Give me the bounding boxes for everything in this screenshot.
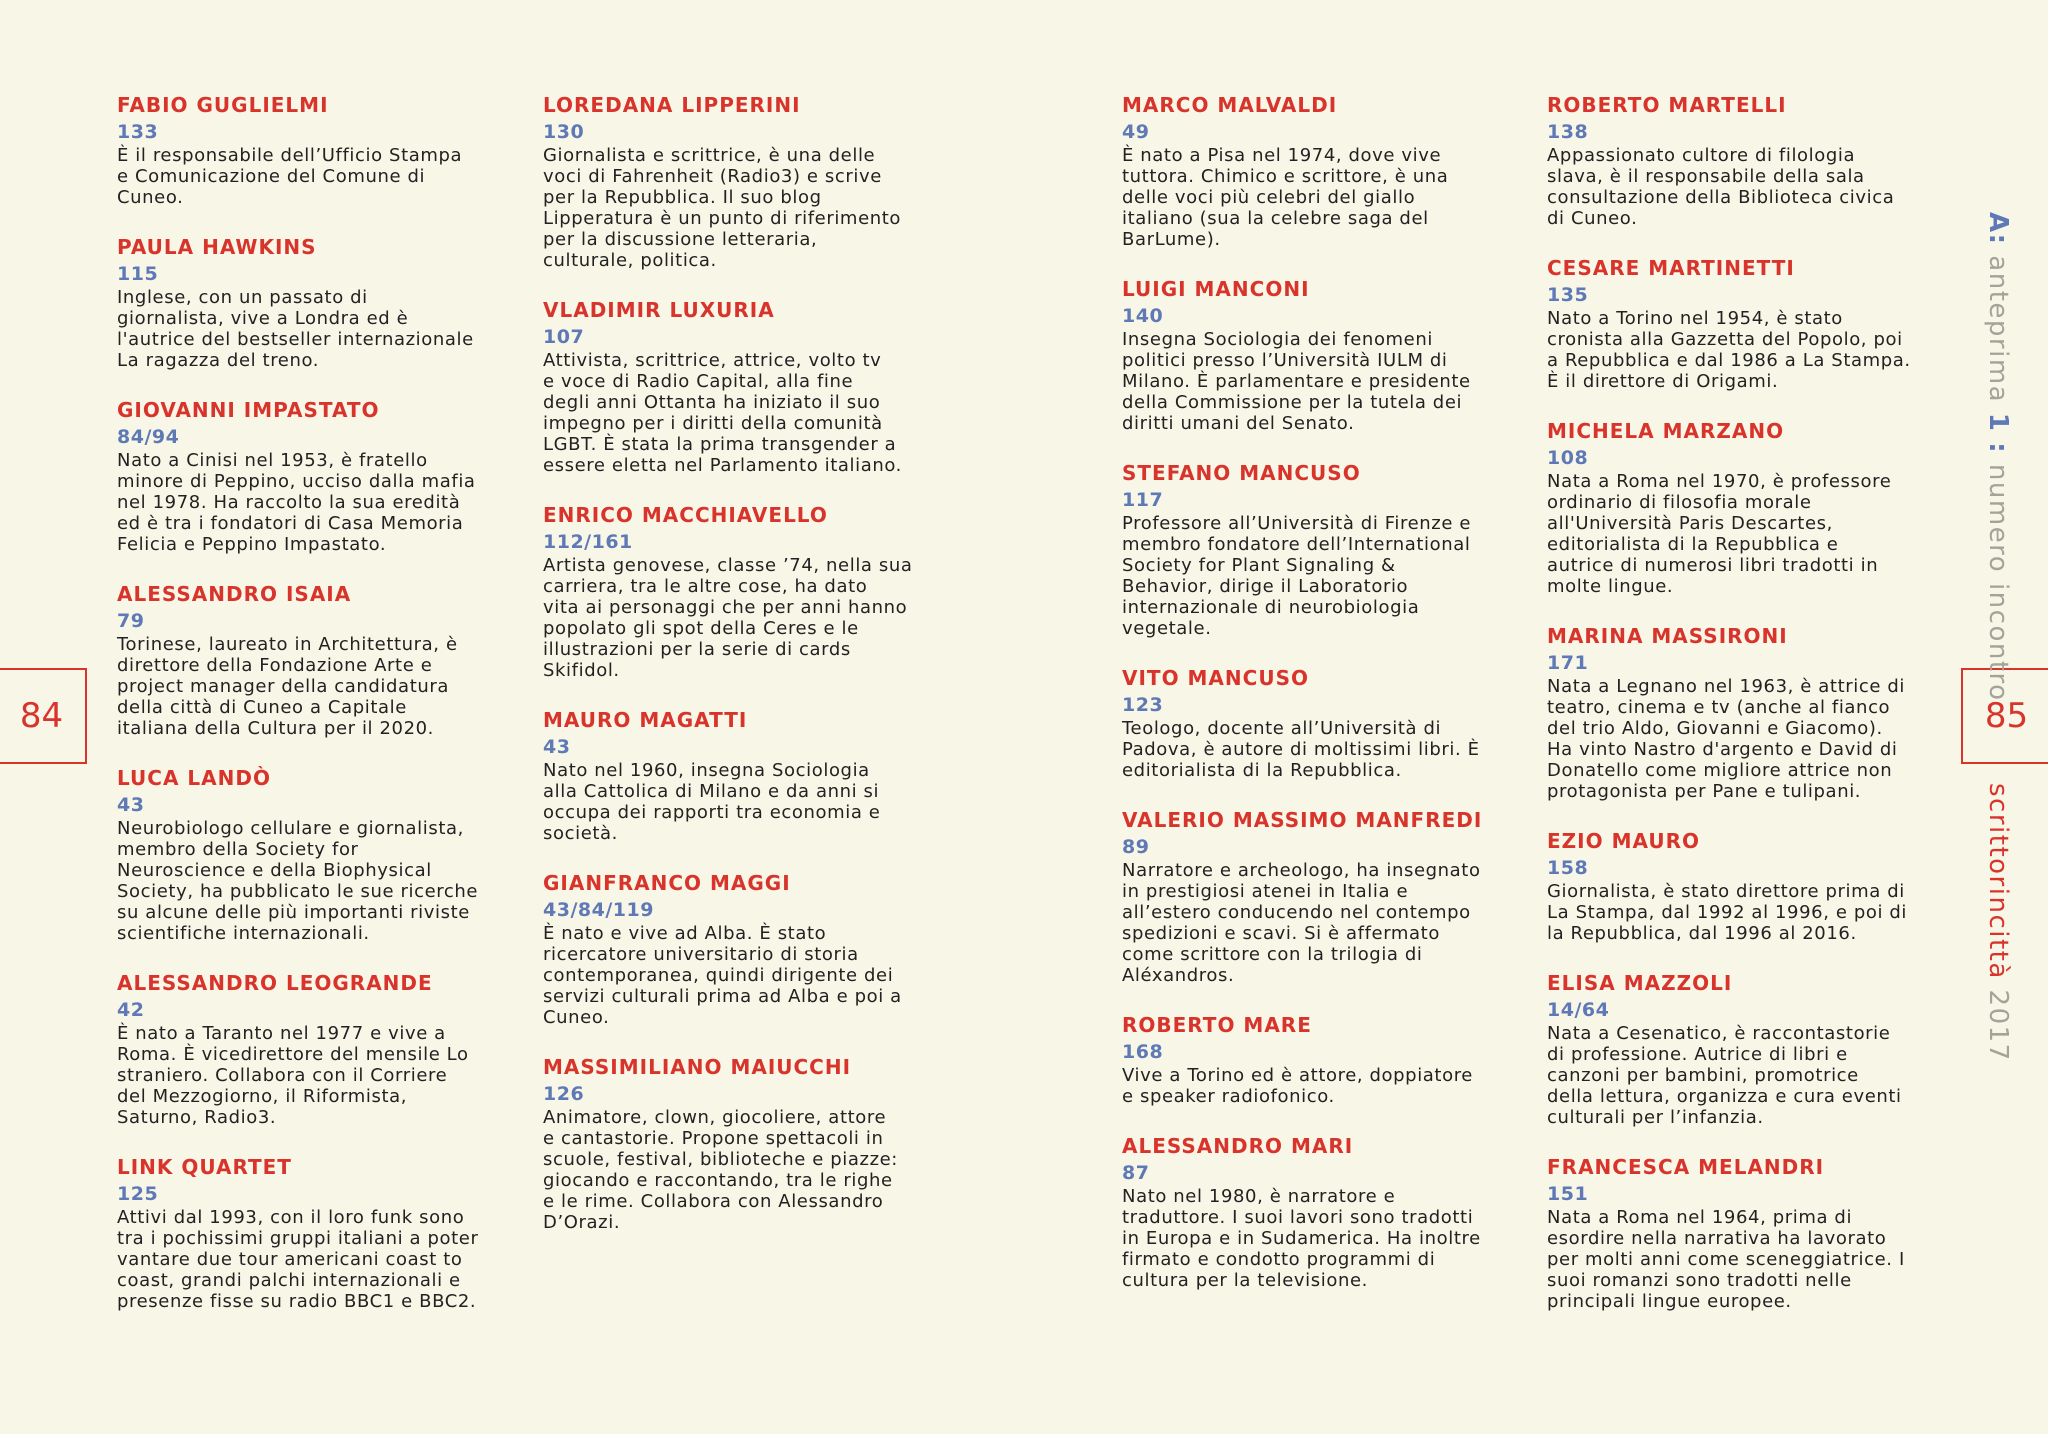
author-name: ALESSANDRO MARI <box>1122 1134 1354 1158</box>
author-name: LINK QUARTET <box>117 1155 292 1179</box>
author-pages: 87 <box>1122 1162 1150 1184</box>
author-pages: 130 <box>543 121 585 143</box>
author-entry <box>1122 1133 1517 1291</box>
author-entry <box>1547 92 1942 229</box>
author-bio: Nato a Torino nel 1954, è stato cronista alla Gazzetta del Popolo, poi a Repubblica e dal 1986 a La Stampa. È il direttore di Origami. <box>1547 308 1911 392</box>
author-name: MASSIMILIANO MAIUCCHI <box>543 1055 852 1079</box>
author-pages: 14/64 <box>1547 999 1610 1021</box>
author-pages: 135 <box>1547 284 1589 306</box>
author-name: ALESSANDRO LEOGRANDE <box>117 971 433 995</box>
author-entry <box>117 92 512 208</box>
author-entry <box>543 1054 938 1233</box>
author-name: ELISA MAZZOLI <box>1547 971 1733 995</box>
section-separator-2: : <box>1983 442 2013 455</box>
column-3 <box>1122 92 1517 1317</box>
author-bio: Appassionato cultore di filologia slava, è il responsabile della sala consultazione della Biblioteca civica di Cuneo. <box>1547 145 1895 229</box>
author-pages: 112/161 <box>543 531 633 553</box>
author-entry <box>543 870 938 1028</box>
author-pages: 43 <box>117 794 145 816</box>
author-name: ROBERTO MARE <box>1122 1013 1312 1037</box>
author-bio: Attivista, scrittrice, attrice, volto tv e voce di Radio Capital, alla fine degli anni Ottanta ha iniziato il suo impegno per i diritti della comunità LGBT. È stata la prima transgender a essere eletta nel Parlamento italiano. <box>543 350 902 476</box>
author-name: FRANCESCA MELANDRI <box>1547 1155 1825 1179</box>
author-entry <box>543 297 938 476</box>
author-pages: 133 <box>117 121 159 143</box>
section-subtitle: numero incontro <box>1983 463 2013 702</box>
author-name: ENRICO MACCHIAVELLO <box>543 503 828 527</box>
author-name: MAURO MAGATTI <box>543 708 748 732</box>
author-bio: Giornalista e scrittrice, è una delle voci di Fahrenheit (Radio3) e scrive per la Repubblica. Il suo blog Lipperatura è un punto di riferimento per la discussione letteraria, culturale, politica. <box>543 145 902 271</box>
author-bio: Nata a Roma nel 1970, è professore ordinario di filosofia morale all'Università Paris Descartes, editorialista di la Repubblica e autrice di numerosi libri tradotti in molte lingue. <box>1547 471 1892 597</box>
author-bio: È il responsabile dell’Ufficio Stampa e Comunicazione del Comune di Cuneo. <box>117 145 463 208</box>
author-bio: Insegna Sociologia dei fenomeni politici presso l’Università IULM di Milano. È parlamentare e presidente della Commissione per la tutela dei diritti umani del Senato. <box>1122 329 1471 434</box>
author-bio: Torinese, laureato in Architettura, è direttore della Fondazione Arte e project manager della candidatura della città di Cuneo a Capitale italiana della Cultura per il 2020. <box>117 634 458 739</box>
section-prefix: A <box>1983 212 2013 234</box>
author-bio: È nato a Pisa nel 1974, dove vive tuttora. Chimico e scrittore, è una delle voci più celebri del giallo italiano (sua la celebre saga del BarLume). <box>1122 145 1449 250</box>
author-pages: 49 <box>1122 121 1150 143</box>
author-bio: Nato nel 1980, è narratore e traduttore. I suoi lavori sono tradotti in Europa e in Sudamerica. Ha inoltre firmato e condotto programmi di cultura per la televisione. <box>1122 1186 1481 1291</box>
section-word: anteprima <box>1983 255 2013 404</box>
author-bio: Narratore e archeologo, ha insegnato in prestigiosi atenei in Italia e all’estero conducendo nel contempo spedizioni e scavi. Si è affermato come scrittore con la trilogia di Aléxandros. <box>1122 860 1481 986</box>
author-bio: Giornalista, è stato direttore prima di La Stampa, dal 1992 al 1996, e poi di la Repubblica, dal 1996 al 2016. <box>1547 881 1908 944</box>
author-entry <box>1122 276 1517 434</box>
author-name: VITO MANCUSO <box>1122 666 1309 690</box>
author-entry <box>117 970 512 1128</box>
author-bio: Vive a Torino ed è attore, doppiatore e speaker radiofonico. <box>1122 1065 1473 1107</box>
author-pages: 140 <box>1122 305 1164 327</box>
festival-name: scrittorincittà <box>1983 783 2013 980</box>
author-entry <box>117 765 512 944</box>
column-4 <box>1547 92 1942 1338</box>
author-pages: 151 <box>1547 1183 1589 1205</box>
author-name: FABIO GUGLIELMI <box>117 93 329 117</box>
author-entry <box>1547 418 1942 597</box>
author-name: MARINA MASSIRONI <box>1547 624 1788 648</box>
author-entry <box>543 502 938 681</box>
column-1 <box>117 92 512 1338</box>
author-entry <box>543 707 938 844</box>
author-pages: 43/84/119 <box>543 899 654 921</box>
section-separator: : <box>1983 233 2013 246</box>
author-bio: Nata a Cesenatico, è raccontastorie di professione. Autrice di libri e canzoni per bambini, promotrice della lettura, organizza e cura eventi culturali per l’infanzia. <box>1547 1023 1902 1128</box>
author-name: VLADIMIR LUXURIA <box>543 298 775 322</box>
author-entry <box>543 92 938 271</box>
author-bio: Nato nel 1960, insegna Sociologia alla Cattolica di Milano e da anni si occupa dei rapporti tra economia e società. <box>543 760 881 844</box>
author-bio: Teologo, docente all’Università di Padova, è autore di moltissimi libri. È editorialista di la Repubblica. <box>1122 718 1480 781</box>
author-name: LUIGI MANCONI <box>1122 277 1310 301</box>
column-2 <box>543 92 938 1259</box>
festival-year: 2017 <box>1983 989 2013 1062</box>
author-pages: 108 <box>1547 447 1589 469</box>
author-entry <box>1547 1154 1942 1312</box>
author-name: LOREDANA LIPPERINI <box>543 93 801 117</box>
author-name: STEFANO MANCUSO <box>1122 461 1361 485</box>
author-name: GIANFRANCO MAGGI <box>543 871 791 895</box>
author-name: GIOVANNI IMPASTATO <box>117 398 380 422</box>
author-name: ALESSANDRO ISAIA <box>117 582 352 606</box>
author-entry <box>117 581 512 739</box>
author-pages: 107 <box>543 326 585 348</box>
author-pages: 115 <box>117 263 159 285</box>
author-entry <box>1122 92 1517 250</box>
author-pages: 79 <box>117 610 145 632</box>
author-entry <box>1547 828 1942 944</box>
author-bio: Inglese, con un passato di giornalista, vive a Londra ed è l'autrice del bestseller internazionale La ragazza del treno. <box>117 287 474 371</box>
section-number: 1 <box>1983 412 2013 433</box>
author-pages: 126 <box>543 1083 585 1105</box>
author-pages: 168 <box>1122 1041 1164 1063</box>
author-entry <box>1122 1012 1517 1107</box>
author-name: MICHELA MARZANO <box>1547 419 1785 443</box>
author-bio: Nata a Roma nel 1964, prima di esordire nella narrativa ha lavorato per molti anni come sceneggiatrice. I suoi romanzi sono tradotti nelle principali lingue europee. <box>1547 1207 1905 1312</box>
author-entry <box>117 1154 512 1312</box>
author-entry <box>1122 460 1517 639</box>
page-number-left: 84 <box>0 668 87 764</box>
author-bio: Attivi dal 1993, con il loro funk sono tra i pochissimi gruppi italiani a poter vantare due tour americani coast to coast, grandi palchi internazionali e presenze fisse su radio BBC1 e BBC2. <box>117 1207 479 1312</box>
author-pages: 158 <box>1547 857 1589 879</box>
section-label <box>1983 212 2013 702</box>
author-name: PAULA HAWKINS <box>117 235 317 259</box>
author-name: EZIO MAURO <box>1547 829 1700 853</box>
author-name: LUCA LANDÒ <box>117 766 271 790</box>
author-bio: Neurobiologo cellulare e giornalista, membro della Society for Neuroscience e della Biophysical Society, ha pubblicato le sue ricerche su alcune delle più importanti riviste scientifiche internazionali. <box>117 818 479 944</box>
author-bio: È nato e vive ad Alba. È stato ricercatore universitario di storia contemporanea, quindi dirigente dei servizi culturali prima ad Alba e poi a Cuneo. <box>543 923 902 1028</box>
author-pages: 117 <box>1122 489 1164 511</box>
author-pages: 171 <box>1547 652 1589 674</box>
author-bio: Animatore, clown, giocoliere, attore e cantastorie. Propone spettacoli in scuole, festival, biblioteche e piazze: giocando e raccontando, tra le righe e le rime. Collabora con Alessandro D’Orazi. <box>543 1107 898 1233</box>
author-bio: Artista genovese, classe ’74, nella sua carriera, tra le altre cose, ha dato vita ai personaggi che per anni hanno popolato gli spot della Ceres e le illustrazioni per la serie di cards Skifidol. <box>543 555 913 681</box>
author-name: ROBERTO MARTELLI <box>1547 93 1787 117</box>
author-entry <box>117 397 512 555</box>
author-entry <box>1547 255 1942 392</box>
author-name: MARCO MALVALDI <box>1122 93 1338 117</box>
author-pages: 123 <box>1122 694 1164 716</box>
author-pages: 42 <box>117 999 145 1021</box>
author-pages: 89 <box>1122 836 1150 858</box>
author-pages: 84/94 <box>117 426 180 448</box>
author-bio: È nato a Taranto nel 1977 e vive a Roma. È vicedirettore del mensile Lo straniero. Collabora con il Corriere del Mezzogiorno, il Riformista, Saturno, Radio3. <box>117 1023 469 1128</box>
festival-label <box>1983 783 2013 1062</box>
author-name: VALERIO MASSIMO MANFREDI <box>1122 808 1483 832</box>
author-entry <box>1122 665 1517 781</box>
page-number-right: 85 <box>1961 668 2048 764</box>
author-entry <box>1547 623 1942 802</box>
author-bio: Nata a Legnano nel 1963, è attrice di teatro, cinema e tv (anche al fianco del trio Aldo, Giovanni e Giacomo). Ha vinto Nastro d'argento e David di Donatello come migliore attrice non protagonista per Pane e tulipani. <box>1547 676 1905 802</box>
author-bio: Professore all’Università di Firenze e membro fondatore dell’International Society for Plant Signaling & Behavior, dirige il Laboratorio internazionale di neurobiologia vegetale. <box>1122 513 1471 639</box>
author-entry <box>1122 807 1517 986</box>
author-name: CESARE MARTINETTI <box>1547 256 1795 280</box>
author-pages: 43 <box>543 736 571 758</box>
author-entry <box>1547 970 1942 1128</box>
author-pages: 138 <box>1547 121 1589 143</box>
author-bio: Nato a Cinisi nel 1953, è fratello minore di Peppino, ucciso dalla mafia nel 1978. Ha raccolto la sua eredità ed è tra i fondatori di Casa Memoria Felicia e Peppino Impastato. <box>117 450 476 555</box>
author-entry <box>117 234 512 371</box>
author-pages: 125 <box>117 1183 159 1205</box>
